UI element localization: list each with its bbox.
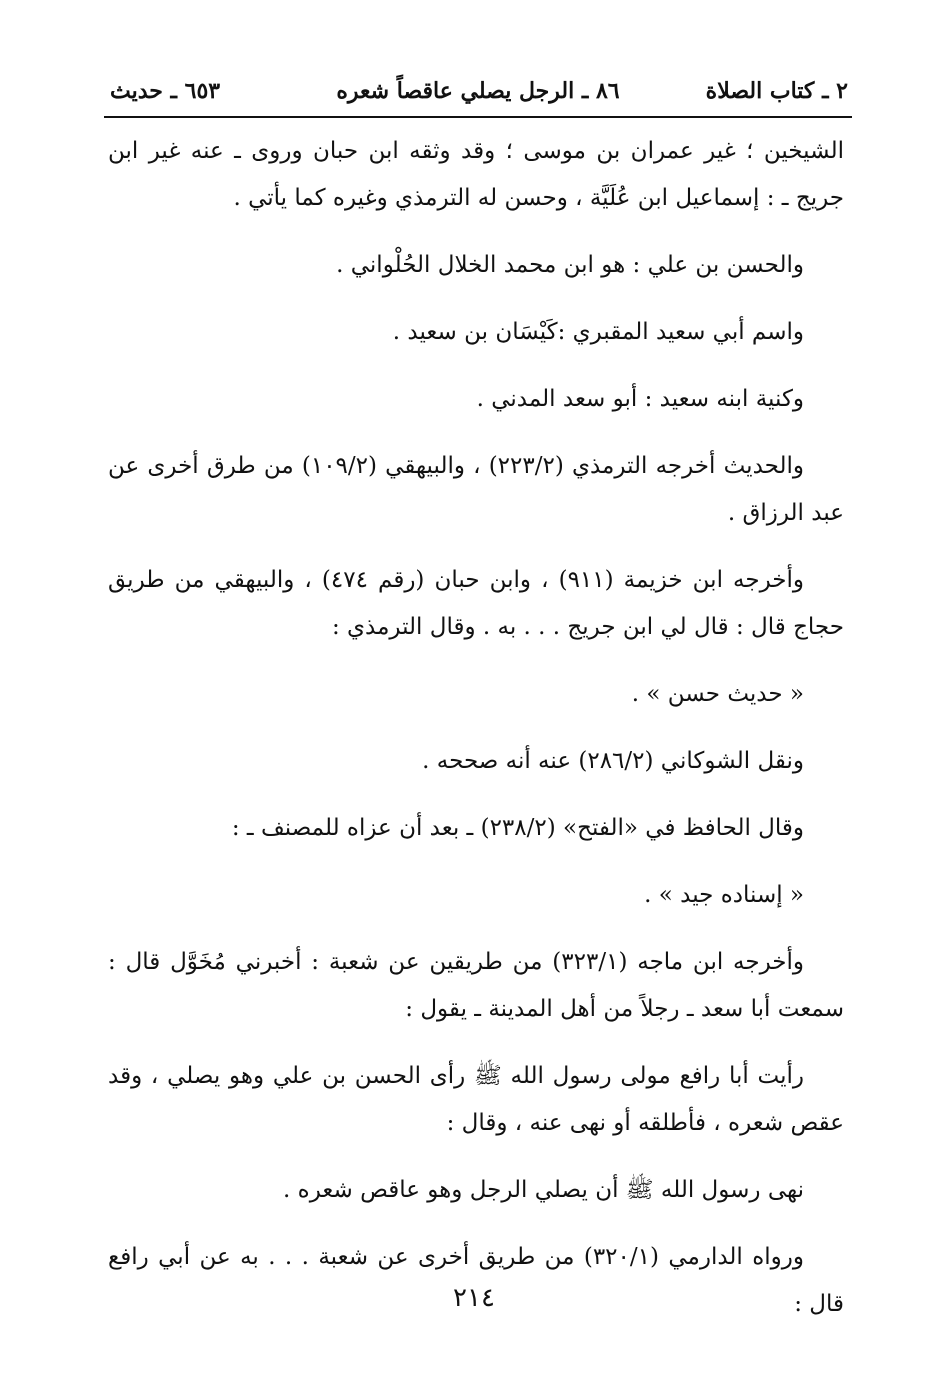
paragraph-kunya: وكنية ابنه سعيد : أبو سعد المدني . [476,386,804,412]
paragraph-hasan: والحسن بن علي : هو ابن محمد الخلال الحُلْواني . [336,252,804,278]
header-hadith-number: ٦٥٣ ـ حديث [110,78,221,104]
quote-hasan: « حديث حسن » . [631,681,804,707]
paragraph-prohibition: نهى رسول الله ﷺ أن يصلي الرجل وهو عاقص شعره . [283,1177,804,1203]
running-header [104,66,852,118]
header-chapter: ٢ ـ كتاب الصلاة [705,78,848,104]
page-number: ٢١٤ [453,1283,495,1313]
paragraph-darimi: ورواه الدارمي (٣٢٠/١) من طريق أخرى عن شعبة . . . به عن أبي رافع قال : [108,1244,844,1317]
body-text [108,128,844,1328]
paragraph-ibn-khuzayma: وأخرجه ابن خزيمة (٩١١) ، وابن حبان (رقم ٤٧٤) ، والبيهقي من طريق حجاج قال : قال لي ابن جريج . . . به . وقال الترمذي : [108,567,844,640]
paragraph-narrators: الشيخين ؛ غير عمران بن موسى ؛ وقد وثقه ابن حبان وروى ـ عنه غير ابن جريج ـ : إسماعيل ابن عُلَيَّة ، وحسن له الترمذي وغيره كما يأتي . [108,138,844,211]
paragraph-shawkani: ونقل الشوكاني (٢٨٦/٢) عنه أنه صححه . [422,748,804,774]
paragraph-abu-said: واسم أبي سعيد المقبري :كَيْسَان بن سعيد . [392,319,804,345]
paragraph-ibn-majah: وأخرجه ابن ماجه (٣٢٣/١) من طريقين عن شعبة : أخبرني مُخَوَّل قال : سمعت أبا سعد ـ رجلاً من أهل المدينة ـ يقول : [108,949,844,1022]
quote-isnad: « إسناده جيد » . [644,882,804,908]
paragraph-abu-rafi: رأيت أبا رافع مولى رسول الله ﷺ رأى الحسن بن علي وهو يصلي ، وقد عقص شعره ، فأطلقه أو نهى عنه ، وقال : [108,1063,844,1136]
paragraph-hafiz: وقال الحافظ في «الفتح» (٢٣٨/٢) ـ بعد أن عزاه للمصنف ـ : [231,815,804,841]
paragraph-tirmidhi: والحديث أخرجه الترمذي (٢٢٣/٢) ، والبيهقي (١٠٩/٢) من طرق أخرى عن عبد الرزاق . [108,453,844,526]
header-section: ٨٦ ـ الرجل يصلي عاقصاً شعره [336,78,620,104]
